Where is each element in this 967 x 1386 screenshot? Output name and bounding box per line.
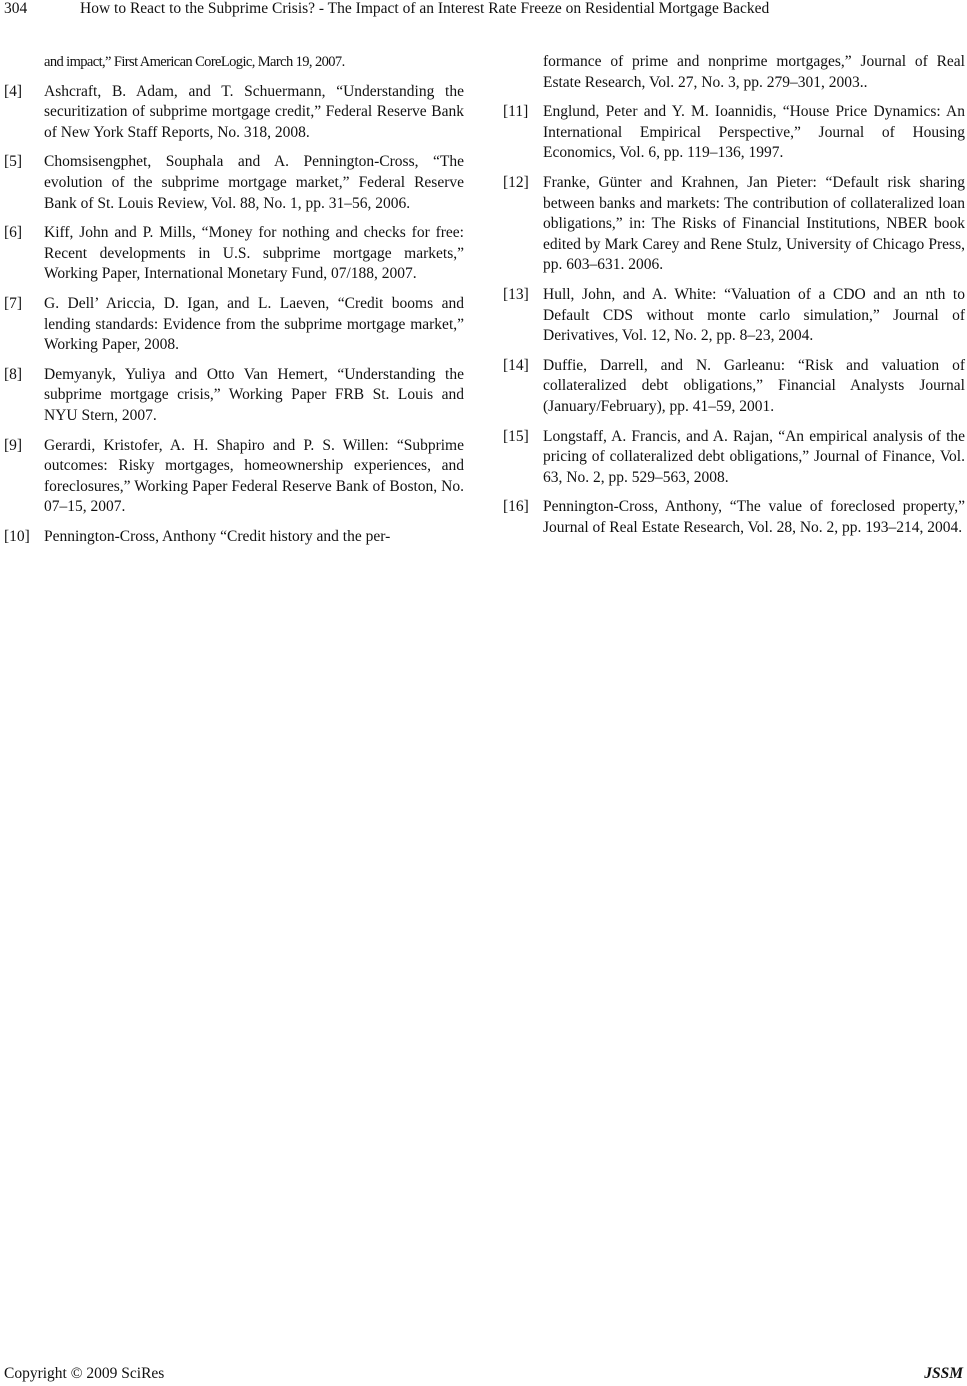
reference-item xyxy=(4,152,464,214)
reference-number: [16] xyxy=(503,498,529,516)
reference-item xyxy=(503,427,965,489)
reference-text: Kiff, John and P. Mills, “Money for nothing and checks for free: Recent developments in U.S. subprime mortgage markets,” Working Paper, International Monetary Fund, 07/188, 2007. xyxy=(44,224,464,283)
page-footer xyxy=(0,1365,967,1385)
reference-item xyxy=(503,173,965,276)
journal-abbreviation: JSSM xyxy=(924,1365,963,1382)
reference-item xyxy=(4,223,464,285)
reference-continuation: and impact,” First American CoreLogic, March 19, 2007. xyxy=(44,54,345,70)
references-left-column xyxy=(4,52,464,556)
reference-text: Duffie, Darrell, and N. Garleanu: “Risk and valuation of collateralized debt obligations,” Financial Analysts Journal (January/February), pp. 41–59, 2001. xyxy=(543,356,965,415)
reference-number: [14] xyxy=(503,356,529,374)
reference-text: Gerardi, Kristofer, A. H. Shapiro and P. S. Willen: “Subprime outcomes: Risky mortgages, homeownership experiences, and foreclosures,” Working Paper Federal Reserve Bank of Boston, No. 07–15, 2007. xyxy=(44,436,464,516)
reference-number: [15] xyxy=(503,427,529,445)
reference-number: [10] xyxy=(4,527,30,545)
reference-item xyxy=(503,102,965,164)
reference-number: [7] xyxy=(4,294,23,312)
reference-text: Hull, John, and A. White: “Valuation of a CDO and an nth to Default CDS without monte carlo simulation,” Journal of Derivatives, Vol. 12, No. 2, pp. 8–23, 2004. xyxy=(543,285,965,345)
reference-item xyxy=(4,294,464,356)
reference-number: [6] xyxy=(4,224,23,242)
reference-continuation: formance of prime and nonprime mortgages,” Journal of Real Estate Research, Vol. 27, No. 3, pp. 279–301, 2003.. xyxy=(543,53,965,91)
reference-text: Pennington-Cross, Anthony “Credit history and the per- xyxy=(44,527,391,545)
reference-text: Pennington-Cross, Anthony, “The value of foreclosed property,” Journal of Real Estate Research, Vol. 28, No. 2, pp. 193–214, 2004. xyxy=(543,498,965,536)
reference-item xyxy=(4,82,464,144)
reference-number: [4] xyxy=(4,82,23,100)
reference-number: [8] xyxy=(4,365,23,383)
reference-text: Franke, Günter and Krahnen, Jan Pieter: “Default risk sharing between banks and markets: The contribution of collateralized loan obligations,” in: The Risks of Financial Institutions, NBER book edited by Mark Carey and Rene Stulz, University of Chicago Press, pp. 603–631. 2006. xyxy=(543,173,965,274)
reference-number: [5] xyxy=(4,153,23,171)
reference-item xyxy=(503,356,965,418)
reference-text: Chomsisengphet, Souphala and A. Pennington-Cross, “The evolution of the subprime mortgage market,” Federal Reserve Bank of St. Louis Review, Vol. 88, No. 1, pp. 31–56, 2006. xyxy=(44,153,464,212)
copyright-notice: Copyright © 2009 SciRes xyxy=(4,1365,165,1382)
reference-item xyxy=(4,527,464,548)
page-number: 304 xyxy=(4,0,28,17)
reference-number: [9] xyxy=(4,436,23,454)
reference-number: [12] xyxy=(503,173,529,191)
reference-text: Longstaff, A. Francis, and A. Rajan, “An empirical analysis of the pricing of collateralized debt obligations,” Journal of Finance, Vol. 63, No. 2, pp. 529–563, 2008. xyxy=(543,427,965,486)
reference-text: Englund, Peter and Y. M. Ioannidis, “House Price Dynamics: An International Empirical Perspective,” Journal of Housing Economics, Vol. 6, pp. 119–136, 1997. xyxy=(543,103,965,162)
reference-item xyxy=(4,365,464,427)
page-header xyxy=(0,0,967,24)
reference-number: [11] xyxy=(503,103,529,121)
reference-number: [13] xyxy=(503,285,529,303)
reference-text: Ashcraft, B. Adam, and T. Schuermann, “Understanding the securitization of subprime mortgage credit,” Federal Reserve Bank of New York Staff Reports, No. 318, 2008. xyxy=(44,82,464,141)
reference-text: Demyanyk, Yuliya and Otto Van Hemert, “Understanding the subprime mortgage crisis,” Working Paper FRB St. Louis and NYU Stern, 2007. xyxy=(44,365,464,424)
reference-item xyxy=(503,285,965,347)
references-right-column xyxy=(503,52,965,547)
reference-item xyxy=(503,497,965,538)
reference-item xyxy=(4,436,464,518)
running-title: How to React to the Subprime Crisis? - The Impact of an Interest Rate Freeze on Residential Mortgage Backed xyxy=(80,0,770,17)
reference-text: G. Dell’ Ariccia, D. Igan, and L. Laeven, “Credit booms and lending standards: Evidence from the subprime mortgage market,” Working Paper, 2008. xyxy=(44,294,464,354)
